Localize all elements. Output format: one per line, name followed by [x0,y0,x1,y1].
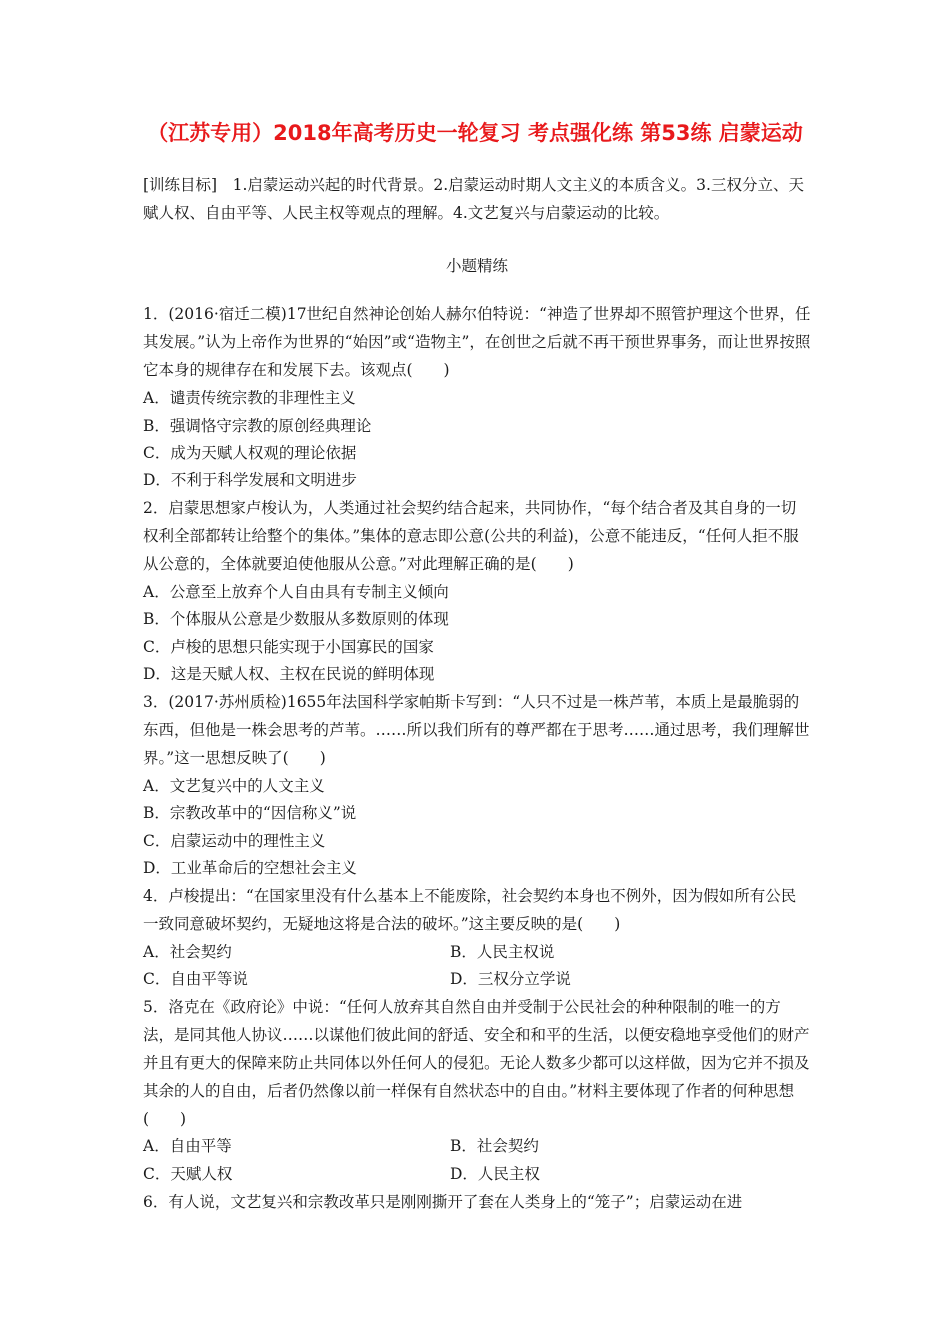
question-2-option-c: C．卢梭的思想只能实现于小国寡民的国家 [143,638,434,656]
question-4-option-c: C．自由平等说 [143,970,248,988]
question-1-option-d: D．不利于科学发展和文明进步 [143,471,357,489]
question-2-stem: 2．启蒙思想家卢梭认为，人类通过社会契约结合起来，共同协作，“每个结合者及其自身的一切权利全部都转让给整个的集体。”集体的意志即公意(公共的利益)，公意不能违反，“任何人拒不服从公意的，全体就要迫使他服从公意。”对此理解正确的是( ) [143,499,799,573]
question-1-option-a: A．谴责传统宗教的非理性主义 [143,389,356,407]
question-3-option-d: D．工业革命后的空想社会主义 [143,859,357,877]
question-4-option-d: D．三权分立学说 [450,970,571,988]
question-2-option-b: B．个体服从公意是少数服从多数原则的体现 [143,610,449,628]
training-objective: [训练目标] 1.启蒙运动兴起的时代背景。2.启蒙运动时期人文主义的本质含义。3.三权分立、天赋人权、自由平等、人民主权等观点的理解。4.文艺复兴与启蒙运动的比较。 [143,176,804,222]
question-5-option-c: C．天赋人权 [143,1165,233,1183]
question-4-stem: 4．卢梭提出：“在国家里没有什么基本上不能废除，社会契约本身也不例外，因为假如所有公民一致同意破坏契约，无疑地这将是合法的破坏。”这主要反映的是( ) [143,887,797,933]
section-heading: 小题精练 [445,257,508,275]
question-1-option-b: B．强调恪守宗教的原创经典理论 [143,417,372,435]
question-5-stem: 5．洛克在《政府论》中说：“任何人放弃其自然自由并受制于公民社会的种种限制的唯一的方法，是同其他人协议……以谋他们彼此间的舒适、安全和和平的生活，以便安稳地享受他们的财产并且有更大的保障来防止共同体以外任何人的侵犯。无论人数多少都可以这样做，因为它并不损及其余的人的自由，后者仍然像以前一样保有自然状态中的自由。”材料主要体现了作者的何种思想( ) [143,998,810,1128]
question-6-stem: 6．有人说，文艺复兴和宗教改革只是刚刚撕开了套在人类身上的“笼子”；启蒙运动在进 [143,1193,743,1211]
question-5-option-b: B．社会契约 [450,1137,539,1155]
question-3-option-b: B．宗教改革中的“因信称义”说 [143,804,357,822]
question-3-option-c: C．启蒙运动中的理性主义 [143,832,326,850]
question-4-option-b: B．人民主权说 [450,943,555,961]
question-4-option-a: A．社会契约 [143,943,232,961]
question-5-option-a: A．自由平等 [143,1137,232,1155]
question-1-stem: 1．(2016·宿迁二模)17世纪自然神论创始人赫尔伯特说：“神造了世界却不照管护理这个世界，任其发展。”认为上帝作为世界的“始因”或“造物主”，在创世之后就不再干预世界事务，而让世界按照它本身的规律存在和发展下去。该观点( ) [143,305,811,379]
question-2-option-d: D．这是天赋人权、主权在民说的鲜明体现 [143,665,435,683]
document-title: （江苏专用）2018年高考历史一轮复习 考点强化练 第53练 启蒙运动 [147,121,803,145]
question-2-option-a: A．公意至上放弃个人自由具有专制主义倾向 [143,583,449,601]
question-3-stem: 3．(2017·苏州质检)1655年法国科学家帕斯卡写到：“人只不过是一株芦苇，本质上是最脆弱的东西，但他是一株会思考的芦苇。……所以我们所有的尊严都在于思考……通过思考，我们理解世界。”这一思想反映了( ) [143,693,810,767]
question-5-option-d: D．人民主权 [450,1165,540,1183]
question-3-option-a: A．文艺复兴中的人文主义 [143,777,325,795]
question-1-option-c: C．成为天赋人权观的理论依据 [143,444,357,462]
